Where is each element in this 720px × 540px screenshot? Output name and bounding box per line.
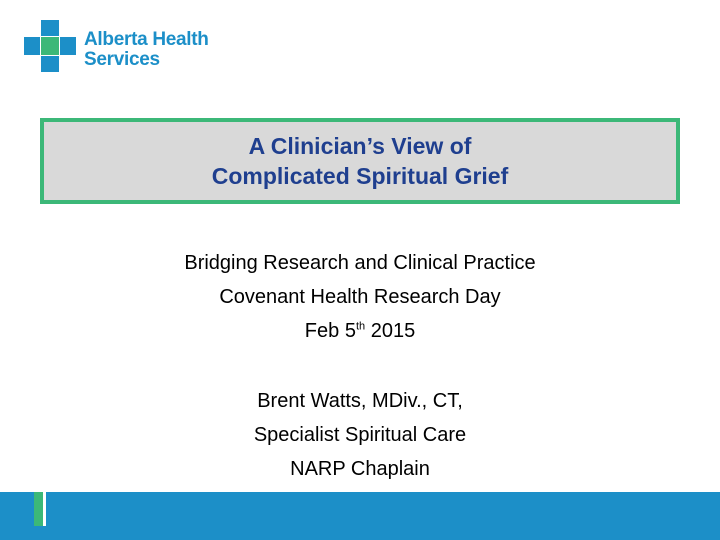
title-line-1: A Clinician’s View of xyxy=(248,133,472,159)
footer-cross-icon xyxy=(34,492,60,526)
logo-wordmark xyxy=(84,30,209,70)
event-date-year: 2015 xyxy=(365,320,416,342)
logo-line-1: Alberta Health xyxy=(84,29,209,50)
presenter-title: NARP Chaplain xyxy=(290,458,430,480)
logo-line-2: Services xyxy=(84,49,160,70)
presenter-info xyxy=(0,384,720,486)
event-subtitle: Bridging Research and Clinical Practice xyxy=(184,252,536,274)
title-line-2: Complicated Spiritual Grief xyxy=(211,163,509,189)
event-date xyxy=(0,314,720,348)
event-date-day: Feb 5 xyxy=(304,320,356,342)
event-name: Covenant Health Research Day xyxy=(219,286,501,308)
event-date-suffix: th xyxy=(355,320,366,333)
footer-bar xyxy=(0,492,720,540)
ahs-cross-icon xyxy=(24,20,76,72)
presenter-name: Brent Watts, MDiv., CT, xyxy=(257,390,463,412)
ahs-logo xyxy=(24,20,224,72)
presenter-role: Specialist Spiritual Care xyxy=(253,424,467,446)
event-info xyxy=(0,246,720,348)
title-box xyxy=(40,118,680,204)
